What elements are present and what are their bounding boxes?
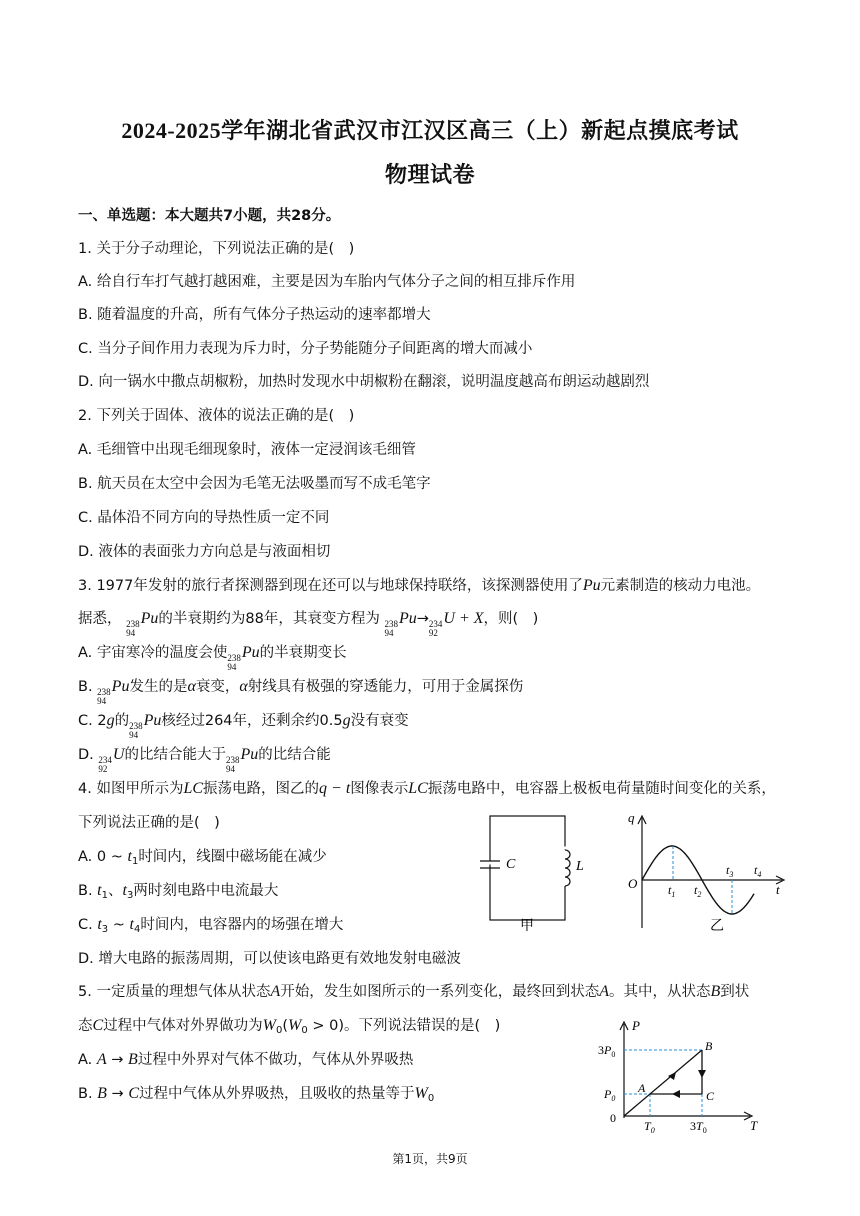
q2-option-d: D. 液体的表面张力方向总是与液面相切 xyxy=(78,544,331,560)
q4-option-a: A. 0 ~ $t_1$时间内，线圈中磁场能在减少 xyxy=(78,848,327,867)
q3-option-d: D. 234 92 U的比结合能大于 238 94 Pu的比结合能 xyxy=(78,746,331,774)
figure-yi-label: 乙 xyxy=(710,919,724,934)
q2-option-a: A. 毛细管中出现毛细现象时，液体一定浸润该毛细管 xyxy=(78,442,416,458)
q4-option-b: B. $t_1$、$t_3$两时刻电路中电流最大 xyxy=(78,882,279,901)
svg-text:C: C xyxy=(706,1089,715,1103)
svg-text:L: L xyxy=(576,859,584,874)
svg-text:P: P xyxy=(632,1018,640,1033)
svg-text:P0: $P_0$ xyxy=(604,1087,616,1103)
q1-option-d: D. 向一锅水中撒点胡椒粉，加热时发现水中胡椒粉在翻滚，说明温度越高布朗运动越剧烈 xyxy=(78,374,650,390)
svg-text:T0: $T_0$ xyxy=(644,1119,655,1135)
svg-text:t2: $t_2$ xyxy=(694,883,702,899)
q2-stem: 2. 下列关于固体、液体的说法正确的是( ) xyxy=(78,408,355,424)
title-line-2: 物理试卷 xyxy=(384,162,475,187)
q1-option-a: A. 给自行车打气越打越困难，主要是因为车胎内气体分子之间的相互排斥作用 xyxy=(78,274,576,290)
svg-text:O: O xyxy=(628,876,638,891)
q4-option-c: C. $t_3$ ~ $t_4$时间内，电容器内的场强在增大 xyxy=(78,916,344,935)
q1-stem: 1. 关于分子动理论，下列说法正确的是( ) xyxy=(78,241,355,257)
svg-text:3T0: $3T_0$ xyxy=(690,1119,707,1135)
svg-text:C: C xyxy=(506,857,516,872)
q5-option-a: A. A → B过程中外界对气体不做功，气体从外界吸热 xyxy=(78,1051,414,1068)
q2-option-c: C. 晶体沿不同方向的导热性质一定不同 xyxy=(78,510,330,526)
q4-stem-line-2: 下列说法正确的是( ) xyxy=(78,815,220,831)
q3-stem-line-1: 3. 1977年发射的旅行者探测器到现在还可以与地球保持联络，该探测器使用了Pu元素制造的核动力电池。 xyxy=(78,577,761,594)
svg-text:A: A xyxy=(638,1081,646,1095)
svg-text:B: B xyxy=(705,1039,713,1053)
svg-text:3P0: $3P_0$ xyxy=(598,1043,616,1059)
q3-option-b: B. 238 94 Pu发生的是α衰变，α射线具有极强的穿透能力，可用于金属探伤 xyxy=(78,678,524,706)
svg-text:t3: $t_3$ xyxy=(726,863,734,879)
section-heading: 一、单选题：本大题共7小题，共28分。 xyxy=(78,208,341,224)
q4-figures xyxy=(470,808,800,938)
svg-text:T: T xyxy=(750,1118,758,1133)
page-footer: 第1页，共9页 xyxy=(392,1152,468,1166)
title-line-1: 2024-2025学年湖北省武汉市江汉区高三（上）新起点摸底考试 xyxy=(121,118,739,143)
svg-text:q: q xyxy=(628,810,635,825)
figure-jia-label: 甲 xyxy=(520,919,534,934)
q4-stem-line-1: 4. 如图甲所示为LC振荡电路，图乙的q − t图像表示LC振荡电路中，电容器上极板电荷量随时间变化的关系， xyxy=(78,780,776,797)
q3-option-c: C. 2g的 238 94 Pu核经过264年，还剩余约0.5g没有衰变 xyxy=(78,712,409,740)
q3-option-a: A. 宇宙寒冷的温度会使 238 94 Pu的半衰期变长 xyxy=(78,644,347,672)
q4-option-d: D. 增大电路的振荡周期，可以使该电路更有效地发射电磁波 xyxy=(78,951,461,967)
svg-text:0: 0 xyxy=(610,1111,616,1125)
q5-p-t-graph xyxy=(594,1016,770,1140)
q5-stem-line-2: 态C过程中气体对外界做功为$W_0(W_0 > 0)$。下列说法错误的是( ) xyxy=(78,1017,501,1036)
q2-option-b: B. 航天员在太空中会因为毛笔无法吸墨而写不成毛笔字 xyxy=(78,476,431,492)
svg-text:t4: $t_4$ xyxy=(754,863,762,879)
q3-stem-line-2: 据悉， 238 94 Pu的半衰期约为88年，其衰变方程为 238 94 Pu→ 234 92 U + X，则( ) xyxy=(78,610,539,638)
svg-text:t1: $t_1$ xyxy=(668,883,676,899)
q1-option-b: B. 随着温度的升高，所有气体分子热运动的速率都增大 xyxy=(78,307,431,323)
q5-stem-line-1: 5. 一定质量的理想气体从状态A开始，发生如图所示的一系列变化，最终回到状态A。其中，从状态B到状 xyxy=(78,983,750,1000)
lc-circuit-diagram xyxy=(480,816,570,920)
q1-option-c: C. 当分子间作用力表现为斥力时，分子势能随分子间距离的增大而减小 xyxy=(78,341,533,357)
svg-text:t: t xyxy=(776,882,780,897)
q-t-graph xyxy=(628,810,784,934)
q5-option-b: B. B → C过程中气体从外界吸热，且吸收的热量等于$W_0$ xyxy=(78,1085,435,1104)
